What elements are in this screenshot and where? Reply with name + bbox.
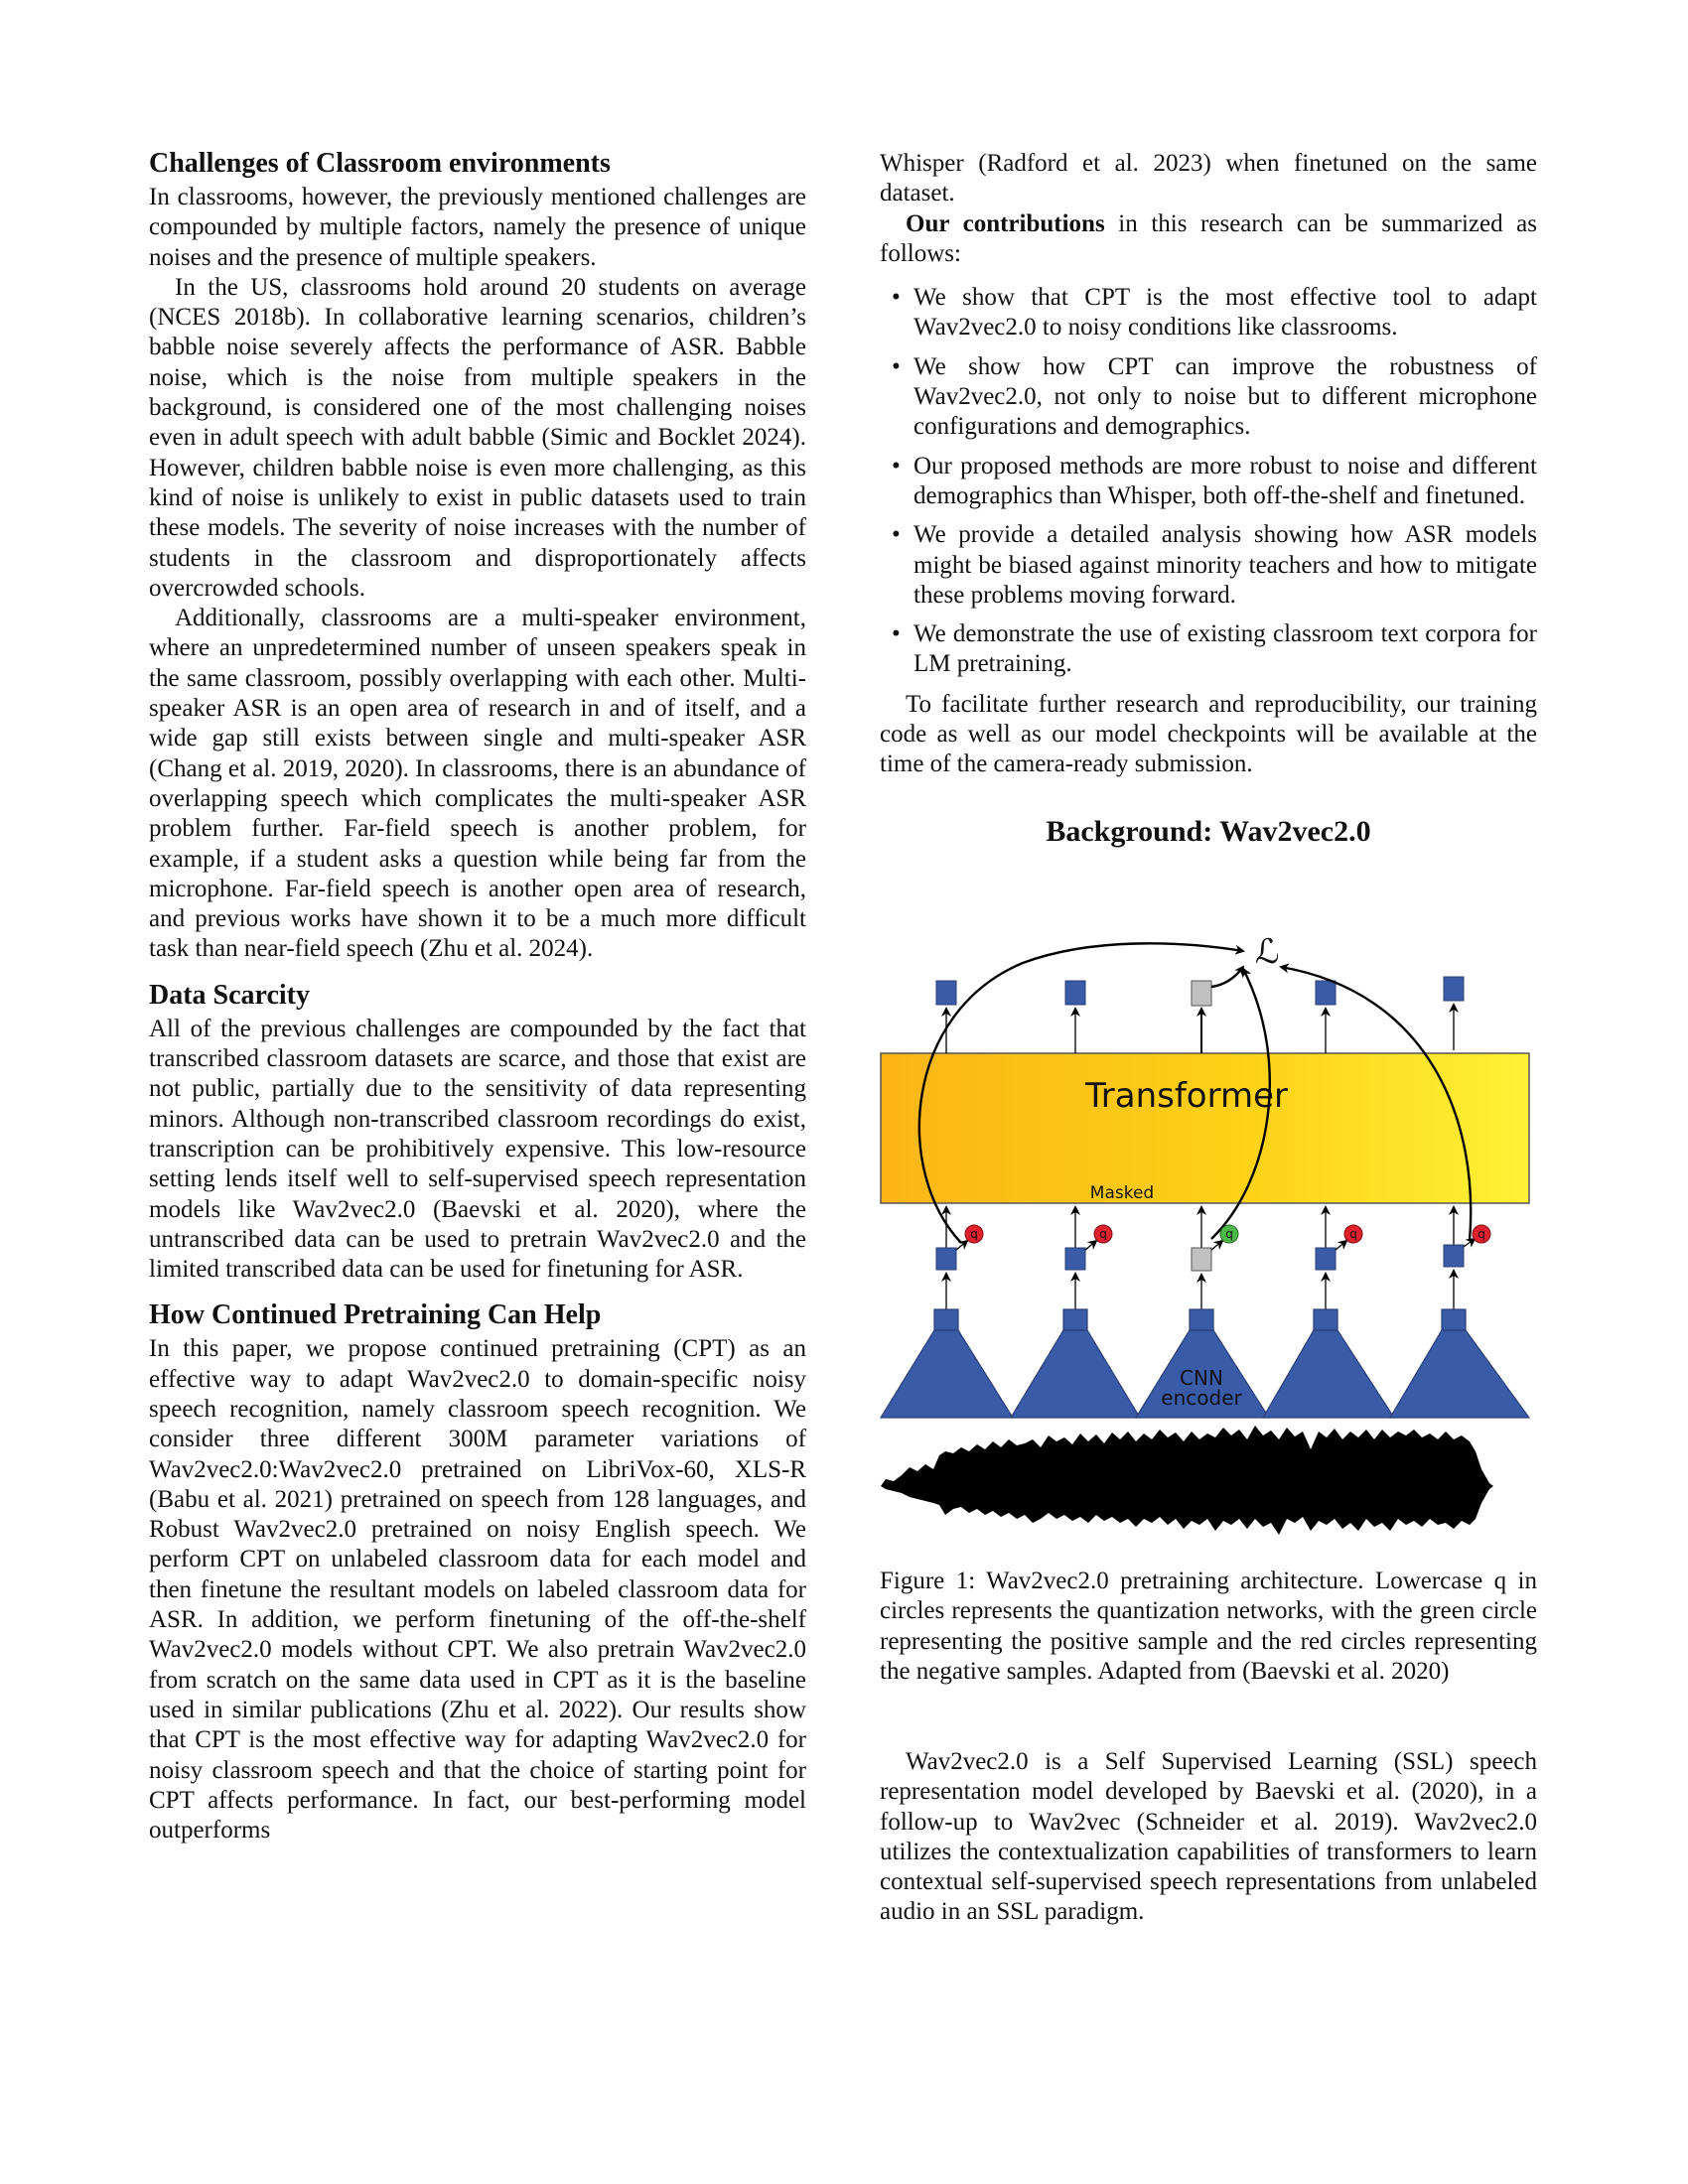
latent-vector: [1316, 1248, 1336, 1270]
list-item-text: Our proposed methods are more robust to noise and different demographics than Whisper, both off-the-shelf and finetuned.: [914, 452, 1537, 509]
bullet-icon: •: [892, 521, 901, 549]
reproducibility-paragraph: To facilitate further research and reproducibility, our training code as well as our model checkpoints will be available at the time of the camera-ready submission.: [880, 690, 1537, 778]
list-item: [880, 352, 1537, 443]
contributions-lead-rest: in this research can be summarized as follows:: [880, 209, 1538, 267]
section-heading-challenges: Challenges of Classroom environments: [149, 148, 611, 179]
list-item-text: We show how CPT can improve the robustness of Wav2vec2.0, not only to noise but to different microphone configurations and demographics.: [914, 352, 1537, 441]
paragraph: In this paper, we propose continued pretraining (CPT) as an effective way to adapt Wav2vec2.0 to domain-specific noisy speech recognition, namely classroom speech recognition. We consider three different 300M parameter variations of Wav2vec2.0:Wav2vec2.0 pretrained on LibriVox-60, XLS-R (Babu et al. 2021) pretrained on speech from 128 languages, and Robust Wav2vec2.0 pretrained on noisy English speech. We perform CPT on unlabeled classroom data for each model and then finetune the resultant models on labeled classroom data for ASR. In addition, we perform finetuning of the off-the-shelf Wav2vec2.0 models without CPT. We also pretrain Wav2vec2.0 from scratch on the same data used in CPT as it is the baseline used in similar publications (Zhu et al. 2022). Our results show that CPT is the most effective way for adapting Wav2vec2.0 for noisy classroom speech and that the choice of starting point for CPT affects performance. In fact, our best-performing model outperforms: [149, 1335, 806, 1844]
svg-text:q: q: [1477, 1227, 1485, 1241]
left-column: [149, 147, 806, 1845]
masked-label: Masked: [1089, 1183, 1155, 1203]
context-vector: [936, 981, 956, 1005]
list-item-text: We demonstrate the use of existing classroom text corpora for LM pretraining.: [914, 620, 1537, 678]
list-item-text: We show that CPT is the most effective tool to adapt Wav2vec2.0 to noisy conditions like classrooms.: [914, 284, 1537, 341]
audio-waveform: [881, 1426, 1493, 1535]
section-heading-data-scarcity: Data Scarcity: [149, 979, 310, 1011]
figure-caption: [880, 1567, 1537, 1687]
paragraph: Additionally, classrooms are a multi-speaker environment, where an unpredetermined number of unseen speakers speak in the same classroom, possibly overlapping with each other. Multi-speaker ASR is an open area of research in and of itself, and a wide gap still exists between single and multi-speaker ASR (Chang et al. 2019, 2020). In classrooms, there is an abundance of overlapping speech which complicates the multi-speaker ASR problem further. Far-field speech is another problem, for example, if a student asks a question while being far from the microphone. Far-field speech is another open area of research, and previous works have shown it to be a much more difficult task than near-field speech (Zhu et al. 2024).: [149, 605, 806, 963]
contributions-intro: [880, 209, 1537, 270]
bullet-icon: •: [892, 620, 901, 648]
cnn-label: CNN: [1180, 1366, 1223, 1390]
background-section: [880, 1747, 1537, 1928]
latent-vector: [936, 1248, 956, 1270]
context-vector: [1316, 981, 1336, 1005]
caption-text: Figure 1: Wav2vec2.0 pretraining architecture. Lowercase q in circles represents the quantization networks, with the green circle representing the positive sample and the red circles representing the negative samples. Adapted from (Baevski et al. 2020): [880, 1568, 1537, 1685]
list-item: [880, 283, 1537, 343]
svg-text:q: q: [1099, 1227, 1107, 1241]
loss-symbol: ℒ: [1255, 932, 1280, 972]
svg-text:q: q: [1225, 1227, 1233, 1241]
architecture-diagram: [874, 923, 1549, 1559]
list-item-text: We provide a detailed analysis showing how ASR models might be biased against minority teachers and how to mitigate these problems moving forward.: [914, 521, 1537, 609]
latent-vector: [1065, 1248, 1085, 1270]
bullet-icon: •: [892, 284, 901, 312]
transformer-label: Transformer: [1084, 1076, 1289, 1116]
contributions-list: [880, 283, 1537, 680]
bullet-icon: •: [892, 452, 901, 479]
wav2vec-figure: [874, 923, 1549, 1559]
latent-vector: [1444, 1245, 1464, 1267]
contributions-lead: Our contributions: [906, 209, 1105, 237]
context-vector: [1065, 981, 1085, 1005]
context-vector: [1444, 977, 1464, 1001]
svg-text:q: q: [970, 1227, 978, 1241]
svg-text:q: q: [1349, 1227, 1357, 1241]
paragraph-continuation: Whisper (Radford et al. 2023) when finetuned on the same dataset.: [880, 150, 1537, 207]
list-item: [880, 452, 1537, 512]
list-item: [880, 520, 1537, 611]
latent-vector-masked: [1192, 1248, 1211, 1271]
encoder-label: encoder: [1161, 1386, 1242, 1410]
section-heading-cpt: How Continued Pretraining Can Help: [149, 1299, 602, 1331]
paragraph: Wav2vec2.0 is a Self Supervised Learning (SSL) speech representation model developed by Baevski et al. (2020), in a follow-up to Wav2vec (Schneider et al. 2019). Wav2vec2.0 utilizes the contextualization capabilities of transformers to learn contextual self-supervised speech representations from unlabeled audio in an SSL paradigm.: [880, 1748, 1537, 1926]
paragraph: In the US, classrooms hold around 20 students on average (NCES 2018b). In collaborative learning scenarios, children’s babble noise severely affects the performance of ASR. Babble noise, which is the noise from multiple speakers in the background, is considered one of the most challenging noises even in adult speech with adult babble (Simic and Bocklet 2024). However, children babble noise is even more challenging, as this kind of noise is unlikely to exist in public datasets used to train these models. The severity of noise increases with the number of students in the classroom and disproportionately affects overcrowded schools.: [149, 273, 806, 602]
context-vector-masked: [1192, 981, 1211, 1006]
paragraph: All of the previous challenges are compounded by the fact that transcribed classroom datasets are scarce, and those that exist are not public, partially due to the sensitivity of data representing minors. Although non-transcribed classroom recordings do exist, transcription can be prohibitively expensive. This low-resource setting lends itself well to self-supervised speech representation models like Wav2vec2.0 (Baevski et al. 2020), where the untranscribed data can be used to pretrain Wav2vec2.0 and the limited transcribed data can be used for finetuning for ASR.: [149, 1015, 806, 1284]
right-column: [880, 149, 1537, 850]
background-heading: Background: Wav2vec2.0: [1046, 814, 1371, 848]
list-item: [880, 619, 1537, 680]
bullet-icon: •: [892, 352, 901, 380]
paragraph: In classrooms, however, the previously mentioned challenges are compounded by multiple factors, namely the presence of unique noises and the presence of multiple speakers.: [149, 184, 806, 271]
